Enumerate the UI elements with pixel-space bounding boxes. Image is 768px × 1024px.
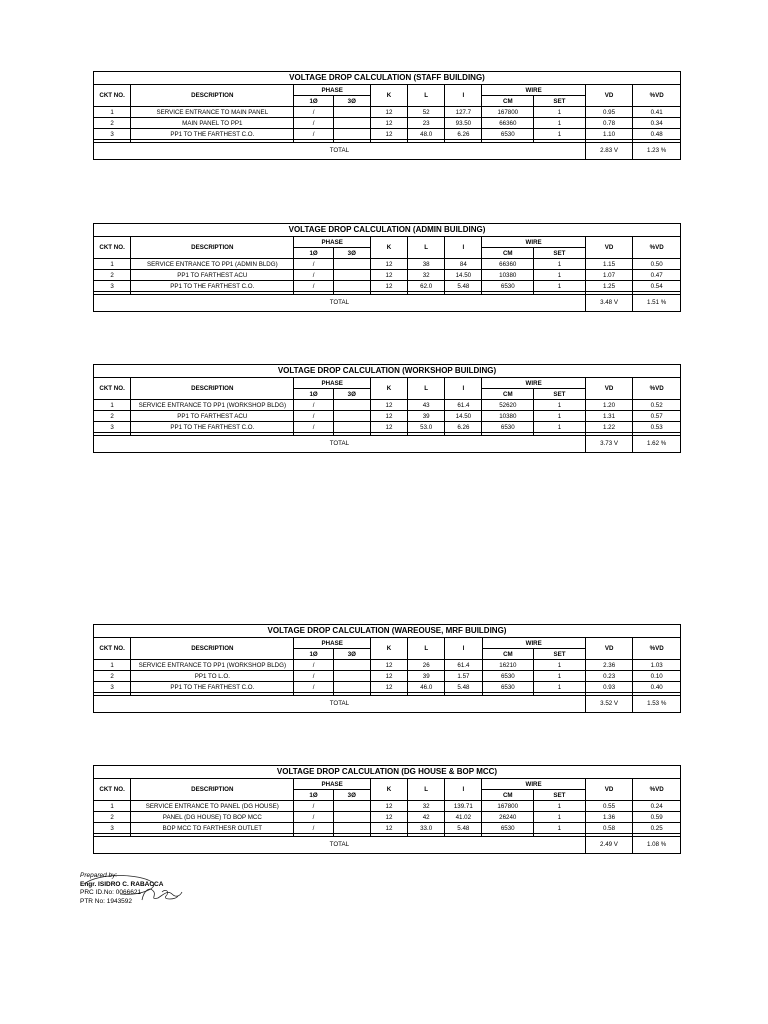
- cell-pvd: 0.48: [633, 129, 681, 140]
- cell-set: 1: [534, 107, 586, 118]
- cell-set: 1: [534, 118, 586, 129]
- signature-block: [80, 872, 163, 906]
- table-row: [94, 129, 681, 140]
- col-phase-3: 3Ø: [333, 248, 370, 259]
- cell-cm: 6530: [482, 422, 534, 433]
- cell-l: 53.0: [408, 422, 445, 433]
- col-phase-1: 1Ø: [294, 96, 333, 107]
- cell-set: 1: [534, 422, 586, 433]
- vd-table-warehouse: [93, 624, 681, 713]
- cell-i: 93.50: [445, 118, 482, 129]
- total-vd: 3.52 V: [585, 696, 633, 713]
- cell-k: 12: [370, 682, 407, 693]
- cell-pvd: 0.41: [633, 107, 681, 118]
- cell-l: 46.0: [408, 682, 445, 693]
- table-row: [94, 107, 681, 118]
- col-set: SET: [534, 649, 586, 660]
- cell-cm: 6530: [482, 682, 534, 693]
- cell-k: 12: [370, 422, 407, 433]
- cell-p3: [333, 411, 370, 422]
- cell-p3: [333, 270, 370, 281]
- cell-p3: [333, 422, 370, 433]
- total-vd: 2.49 V: [585, 837, 633, 854]
- cell-pvd: 0.34: [633, 118, 681, 129]
- cell-p1: /: [294, 281, 333, 292]
- table-row: [94, 823, 681, 834]
- col-vd: VD: [585, 378, 633, 400]
- cell-p3: [333, 812, 370, 823]
- col-wire: WIRE: [482, 378, 585, 389]
- cell-cm: 66360: [482, 259, 534, 270]
- col-cm: CM: [482, 790, 534, 801]
- col-vd: VD: [585, 638, 633, 660]
- cell-cm: 26240: [482, 812, 534, 823]
- cell-ckt: 2: [94, 812, 131, 823]
- cell-l: 32: [408, 270, 445, 281]
- col-vd: VD: [585, 85, 633, 107]
- engineer-name: Engr. ISIDRO C. RABACCA: [80, 880, 164, 888]
- cell-set: 1: [534, 660, 586, 671]
- cell-pvd: 0.47: [633, 270, 681, 281]
- vd-table-staff: [93, 71, 681, 160]
- col-description: DESCRIPTION: [131, 779, 294, 801]
- col-phase: PHASE: [294, 378, 370, 389]
- col-phase-1: 1Ø: [294, 389, 333, 400]
- cell-ckt: 1: [94, 107, 131, 118]
- col-i: I: [445, 779, 482, 801]
- col-set: SET: [534, 248, 586, 259]
- cell-l: 43: [408, 400, 445, 411]
- cell-desc: PP1 TO THE FARTHEST C.O.: [131, 682, 294, 693]
- total-label: TOTAL: [94, 295, 586, 312]
- total-label: TOTAL: [94, 143, 586, 160]
- cell-i: 6.26: [445, 129, 482, 140]
- total-row: [94, 143, 681, 160]
- cell-desc: PP1 TO THE FARTHEST C.O.: [131, 281, 294, 292]
- cell-p1: /: [294, 660, 333, 671]
- cell-l: 52: [408, 107, 445, 118]
- cell-p1: /: [294, 270, 333, 281]
- col-i: I: [445, 638, 482, 660]
- vd-table-admin: [93, 223, 681, 312]
- col-vd: VD: [585, 237, 633, 259]
- cell-set: 1: [534, 400, 586, 411]
- total-label: TOTAL: [94, 436, 586, 453]
- cell-i: 5.48: [445, 682, 482, 693]
- cell-k: 12: [370, 118, 407, 129]
- cell-i: 84: [445, 259, 482, 270]
- cell-p3: [333, 281, 370, 292]
- cell-p1: /: [294, 118, 333, 129]
- cell-ckt: 3: [94, 281, 131, 292]
- col-k: K: [370, 85, 407, 107]
- cell-p1: /: [294, 107, 333, 118]
- cell-k: 12: [370, 259, 407, 270]
- cell-i: 14.50: [445, 411, 482, 422]
- cell-l: 23: [408, 118, 445, 129]
- total-vd: 3.48 V: [585, 295, 633, 312]
- cell-p1: /: [294, 682, 333, 693]
- cell-l: 32: [408, 801, 445, 812]
- total-row: [94, 295, 681, 312]
- cell-vd: 0.78: [585, 118, 633, 129]
- total-row: [94, 837, 681, 854]
- table-title: VOLTAGE DROP CALCULATION (WAREOUSE, MRF BUILDING): [94, 625, 681, 638]
- cell-p1: /: [294, 129, 333, 140]
- table-row: [94, 270, 681, 281]
- col-ckt-no: CKT NO.: [94, 237, 131, 259]
- table-row: [94, 422, 681, 433]
- col-set: SET: [534, 790, 586, 801]
- total-row: [94, 436, 681, 453]
- col-i: I: [445, 237, 482, 259]
- prepared-by-label: Prepared by:: [80, 872, 118, 879]
- cell-pvd: 0.53: [633, 422, 681, 433]
- cell-vd: 1.22: [585, 422, 633, 433]
- table-row: [94, 259, 681, 270]
- col-wire: WIRE: [482, 638, 585, 649]
- cell-desc: SERVICE ENTRANCE TO PP1 (WORKSHOP BLDG): [131, 660, 294, 671]
- cell-set: 1: [534, 671, 586, 682]
- cell-i: 14.50: [445, 270, 482, 281]
- cell-pvd: 0.54: [633, 281, 681, 292]
- col-k: K: [370, 237, 407, 259]
- cell-k: 12: [370, 411, 407, 422]
- cell-i: 5.48: [445, 823, 482, 834]
- cell-l: 33.0: [408, 823, 445, 834]
- col-phase: PHASE: [294, 638, 370, 649]
- ptr-no: PTR No: 1943592: [80, 897, 133, 905]
- col-cm: CM: [482, 649, 534, 660]
- cell-k: 12: [370, 801, 407, 812]
- cell-k: 12: [370, 671, 407, 682]
- cell-vd: 2.36: [585, 660, 633, 671]
- cell-k: 12: [370, 107, 407, 118]
- col-l: L: [408, 638, 445, 660]
- col-phase-3: 3Ø: [333, 389, 370, 400]
- cell-desc: PP1 TO FARTHEST ACU: [131, 270, 294, 281]
- cell-p3: [333, 823, 370, 834]
- cell-pvd: 0.50: [633, 259, 681, 270]
- col-ckt-no: CKT NO.: [94, 378, 131, 400]
- col-set: SET: [534, 96, 586, 107]
- cell-k: 12: [370, 270, 407, 281]
- cell-p3: [333, 400, 370, 411]
- cell-desc: PP1 TO THE FARTHEST C.O.: [131, 129, 294, 140]
- total-pvd: 1.62 %: [633, 436, 681, 453]
- prc-id: PRC ID.No: 0066621: [80, 889, 142, 896]
- cell-ckt: 3: [94, 682, 131, 693]
- col-set: SET: [534, 389, 586, 400]
- cell-i: 5.48: [445, 281, 482, 292]
- cell-cm: 66360: [482, 118, 534, 129]
- cell-p1: /: [294, 812, 333, 823]
- col-vd: VD: [585, 779, 633, 801]
- cell-l: 39: [408, 411, 445, 422]
- cell-ckt: 1: [94, 660, 131, 671]
- col-description: DESCRIPTION: [131, 237, 294, 259]
- col-phase-3: 3Ø: [333, 649, 370, 660]
- total-pvd: 1.51 %: [633, 295, 681, 312]
- total-vd: 3.73 V: [585, 436, 633, 453]
- cell-vd: 1.20: [585, 400, 633, 411]
- cell-vd: 0.93: [585, 682, 633, 693]
- cell-ckt: 2: [94, 411, 131, 422]
- col-description: DESCRIPTION: [131, 638, 294, 660]
- col-ckt-no: CKT NO.: [94, 638, 131, 660]
- cell-p3: [333, 129, 370, 140]
- table-row: [94, 682, 681, 693]
- cell-cm: 10380: [482, 411, 534, 422]
- cell-vd: 0.58: [585, 823, 633, 834]
- col-cm: CM: [482, 389, 534, 400]
- col-l: L: [408, 85, 445, 107]
- cell-vd: 0.23: [585, 671, 633, 682]
- col-pvd: %VD: [633, 378, 681, 400]
- col-wire: WIRE: [482, 779, 585, 790]
- cell-p3: [333, 660, 370, 671]
- col-pvd: %VD: [633, 237, 681, 259]
- cell-p3: [333, 259, 370, 270]
- cell-p1: /: [294, 259, 333, 270]
- cell-desc: PP1 TO L.O.: [131, 671, 294, 682]
- cell-set: 1: [534, 259, 586, 270]
- cell-k: 12: [370, 281, 407, 292]
- cell-k: 12: [370, 812, 407, 823]
- total-vd: 2.83 V: [585, 143, 633, 160]
- cell-p1: /: [294, 400, 333, 411]
- cell-desc: BOP MCC TO FARTHESR OUTLET: [131, 823, 294, 834]
- cell-pvd: 1.03: [633, 660, 681, 671]
- cell-l: 62.0: [408, 281, 445, 292]
- col-wire: WIRE: [482, 85, 585, 96]
- cell-p3: [333, 801, 370, 812]
- cell-p1: /: [294, 411, 333, 422]
- cell-set: 1: [534, 270, 586, 281]
- cell-pvd: 0.59: [633, 812, 681, 823]
- cell-p1: /: [294, 671, 333, 682]
- cell-i: 41.02: [445, 812, 482, 823]
- cell-k: 12: [370, 129, 407, 140]
- cell-cm: 167800: [482, 801, 534, 812]
- cell-l: 39: [408, 671, 445, 682]
- col-ckt-no: CKT NO.: [94, 85, 131, 107]
- cell-ckt: 3: [94, 823, 131, 834]
- cell-set: 1: [534, 411, 586, 422]
- cell-desc: PP1 TO THE FARTHEST C.O.: [131, 422, 294, 433]
- vd-table-dg-house: [93, 765, 681, 854]
- cell-vd: 0.95: [585, 107, 633, 118]
- cell-desc: SERVICE ENTRANCE TO PANEL (DG HOUSE): [131, 801, 294, 812]
- cell-p3: [333, 671, 370, 682]
- col-phase: PHASE: [294, 85, 370, 96]
- cell-set: 1: [534, 823, 586, 834]
- col-cm: CM: [482, 248, 534, 259]
- cell-cm: 10380: [482, 270, 534, 281]
- cell-vd: 0.55: [585, 801, 633, 812]
- cell-p1: /: [294, 823, 333, 834]
- col-description: DESCRIPTION: [131, 85, 294, 107]
- cell-l: 38: [408, 259, 445, 270]
- total-label: TOTAL: [94, 837, 586, 854]
- cell-desc: PANEL (DG HOUSE) TO BOP MCC: [131, 812, 294, 823]
- total-pvd: 1.08 %: [633, 837, 681, 854]
- cell-i: 127.7: [445, 107, 482, 118]
- col-pvd: %VD: [633, 638, 681, 660]
- col-phase: PHASE: [294, 237, 370, 248]
- cell-ckt: 3: [94, 422, 131, 433]
- cell-p1: /: [294, 422, 333, 433]
- table-row: [94, 281, 681, 292]
- cell-cm: 16210: [482, 660, 534, 671]
- col-wire: WIRE: [482, 237, 585, 248]
- cell-set: 1: [534, 801, 586, 812]
- cell-vd: 1.25: [585, 281, 633, 292]
- cell-desc: SERVICE ENTRANCE TO MAIN PANEL: [131, 107, 294, 118]
- total-label: TOTAL: [94, 696, 586, 713]
- cell-k: 12: [370, 823, 407, 834]
- col-l: L: [408, 378, 445, 400]
- col-phase: PHASE: [294, 779, 370, 790]
- total-row: [94, 696, 681, 713]
- cell-cm: 52620: [482, 400, 534, 411]
- cell-pvd: 0.57: [633, 411, 681, 422]
- total-pvd: 1.23 %: [633, 143, 681, 160]
- col-cm: CM: [482, 96, 534, 107]
- cell-cm: 6530: [482, 129, 534, 140]
- cell-p3: [333, 118, 370, 129]
- table-row: [94, 118, 681, 129]
- cell-vd: 1.10: [585, 129, 633, 140]
- col-pvd: %VD: [633, 779, 681, 801]
- cell-pvd: 0.25: [633, 823, 681, 834]
- cell-desc: SERVICE ENTRANCE TO PP1 (ADMIN BLDG): [131, 259, 294, 270]
- col-i: I: [445, 85, 482, 107]
- vd-table-workshop: [93, 364, 681, 453]
- cell-set: 1: [534, 129, 586, 140]
- cell-ckt: 3: [94, 129, 131, 140]
- cell-pvd: 0.24: [633, 801, 681, 812]
- cell-i: 139.71: [445, 801, 482, 812]
- col-phase-1: 1Ø: [294, 790, 333, 801]
- col-ckt-no: CKT NO.: [94, 779, 131, 801]
- table-row: [94, 801, 681, 812]
- table-title: VOLTAGE DROP CALCULATION (WORKSHOP BUILDING): [94, 365, 681, 378]
- cell-desc: MAIN PANEL TO PP1: [131, 118, 294, 129]
- col-phase-3: 3Ø: [333, 96, 370, 107]
- cell-set: 1: [534, 682, 586, 693]
- cell-pvd: 0.52: [633, 400, 681, 411]
- cell-vd: 1.36: [585, 812, 633, 823]
- table-row: [94, 411, 681, 422]
- cell-pvd: 0.40: [633, 682, 681, 693]
- table-title: VOLTAGE DROP CALCULATION (ADMIN BUILDING): [94, 224, 681, 237]
- cell-i: 6.26: [445, 422, 482, 433]
- col-phase-3: 3Ø: [333, 790, 370, 801]
- cell-i: 1.57: [445, 671, 482, 682]
- cell-pvd: 0.10: [633, 671, 681, 682]
- cell-cm: 6530: [482, 823, 534, 834]
- cell-vd: 1.15: [585, 259, 633, 270]
- table-title: VOLTAGE DROP CALCULATION (DG HOUSE & BOP MCC): [94, 766, 681, 779]
- cell-ckt: 2: [94, 118, 131, 129]
- table-row: [94, 671, 681, 682]
- cell-ckt: 1: [94, 400, 131, 411]
- col-l: L: [408, 779, 445, 801]
- cell-cm: 167800: [482, 107, 534, 118]
- cell-l: 26: [408, 660, 445, 671]
- cell-k: 12: [370, 400, 407, 411]
- cell-set: 1: [534, 812, 586, 823]
- table-row: [94, 812, 681, 823]
- col-phase-1: 1Ø: [294, 248, 333, 259]
- cell-ckt: 2: [94, 270, 131, 281]
- col-l: L: [408, 237, 445, 259]
- col-k: K: [370, 779, 407, 801]
- table-title: VOLTAGE DROP CALCULATION (STAFF BUILDING): [94, 72, 681, 85]
- col-description: DESCRIPTION: [131, 378, 294, 400]
- cell-p3: [333, 682, 370, 693]
- cell-vd: 1.07: [585, 270, 633, 281]
- col-pvd: %VD: [633, 85, 681, 107]
- total-pvd: 1.53 %: [633, 696, 681, 713]
- col-i: I: [445, 378, 482, 400]
- cell-cm: 6530: [482, 281, 534, 292]
- cell-set: 1: [534, 281, 586, 292]
- cell-l: 48.0: [408, 129, 445, 140]
- cell-cm: 6530: [482, 671, 534, 682]
- cell-p3: [333, 107, 370, 118]
- table-row: [94, 400, 681, 411]
- col-k: K: [370, 378, 407, 400]
- cell-desc: SERVICE ENTRANCE TO PP1 (WORKSHOP BLDG): [131, 400, 294, 411]
- col-k: K: [370, 638, 407, 660]
- col-phase-1: 1Ø: [294, 649, 333, 660]
- cell-ckt: 2: [94, 671, 131, 682]
- cell-i: 61.4: [445, 400, 482, 411]
- cell-p1: /: [294, 801, 333, 812]
- table-row: [94, 660, 681, 671]
- cell-i: 61.4: [445, 660, 482, 671]
- cell-k: 12: [370, 660, 407, 671]
- cell-l: 42: [408, 812, 445, 823]
- cell-vd: 1.31: [585, 411, 633, 422]
- cell-ckt: 1: [94, 259, 131, 270]
- cell-ckt: 1: [94, 801, 131, 812]
- cell-desc: PP1 TO FARTHEST ACU: [131, 411, 294, 422]
